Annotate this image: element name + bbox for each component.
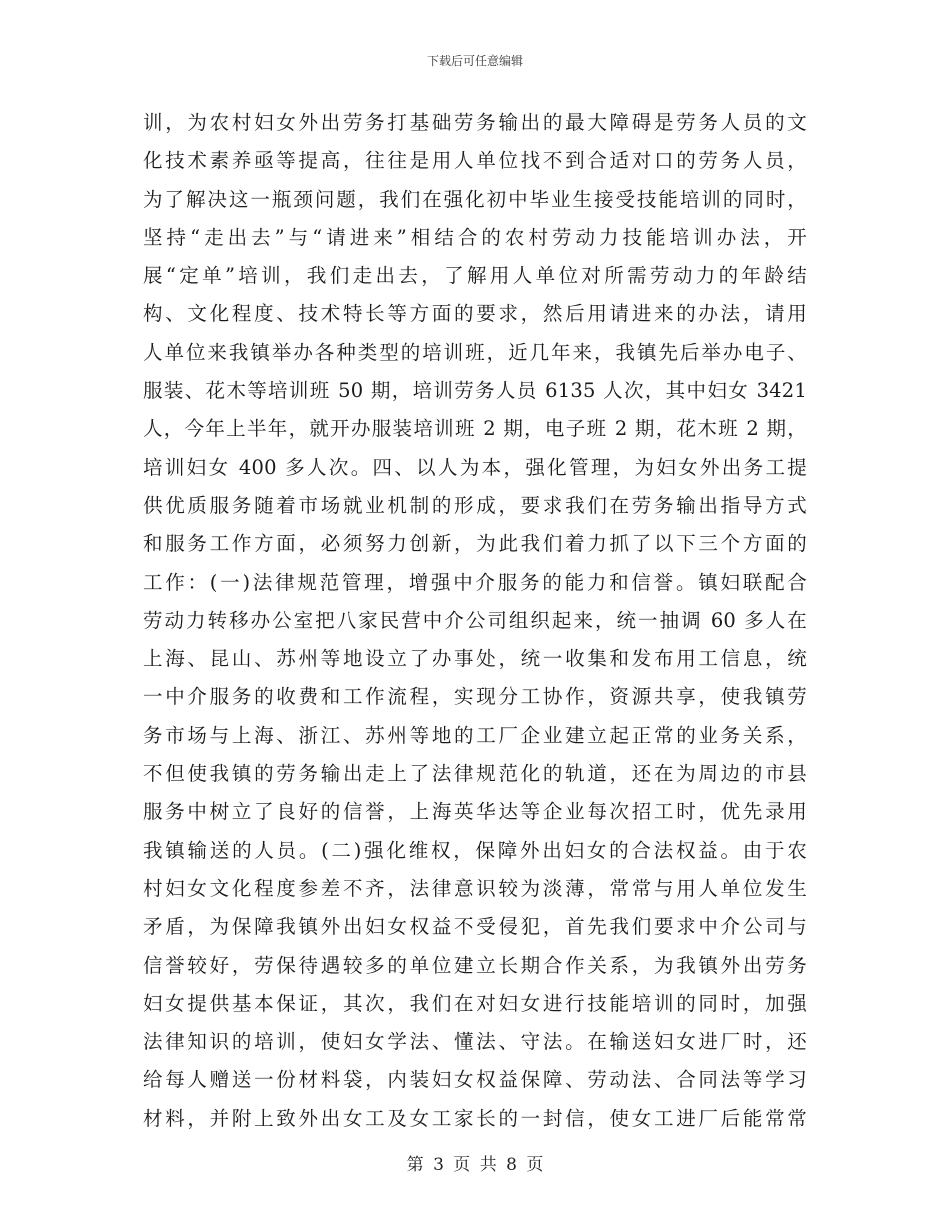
text-line: 展“定单”培训，我们走出去，了解用人单位对所需劳动力的年龄结 — [143, 264, 807, 288]
text-line: 化技术素养亟等提高，往往是用人单位找不到合适对口的劳务人员， — [143, 149, 807, 173]
text-line: 法律知识的培训，使妇女学法、懂法、守法。在输送妇女进厂时，还 — [143, 1030, 807, 1054]
text-line: 供优质服务随着市场就业机制的形成，要求我们在劳务输出指导方式 — [143, 493, 807, 517]
text-line: 训，为农村妇女外出劳务打基础劳务输出的最大障碍是劳务人员的文 — [143, 111, 807, 134]
text-line: 服装、花木等培训班 50 期，培训劳务人员 6135 人次，其中妇女 3421 — [143, 379, 807, 403]
text-line: 人，今年上半年，就开办服装培训班 2 期，电子班 2 期，花木班 2 期， — [143, 417, 807, 441]
text-line: 人单位来我镇举办各种类型的培训班，近几年来，我镇先后举办电子、 — [143, 340, 807, 364]
text-line: 一中介服务的收费和工作流程，实现分工协作，资源共享，使我镇劳 — [143, 685, 807, 709]
text-line: 材料，并附上致外出女工及女工家长的一封信，使女工进厂后能常常 — [143, 1106, 807, 1130]
text-line: 妇女提供基本保证，其次，我们在对妇女进行技能培训的同时，加强 — [143, 991, 807, 1015]
text-line: 信誉较好，劳保待遇较多的单位建立长期合作关系，为我镇外出劳务 — [143, 953, 807, 977]
text-line: 我镇输送的人员。(二)强化维权，保障外出妇女的合法权益。由于农 — [143, 838, 807, 862]
text-line: 村妇女文化程度参差不齐，法律意识较为淡薄，常常与用人单位发生 — [143, 876, 807, 900]
text-line: 给每人赠送一份材料袋，内装妇女权益保障、劳动法、合同法等学习 — [143, 1068, 807, 1092]
text-line: 上海、昆山、苏州等地设立了办事处，统一收集和发布用工信息，统 — [143, 647, 807, 671]
text-line: 构、文化程度、技术特长等方面的要求，然后用请进来的办法，请用 — [143, 302, 807, 326]
page-header-note: 下载后可任意编辑 — [426, 54, 523, 68]
text-line: 服务中树立了良好的信誉，上海英华达等企业每次招工时，优先录用 — [143, 800, 807, 824]
text-line: 工作：(一)法律规范管理，增强中介服务的能力和信誉。镇妇联配合 — [143, 570, 807, 594]
page-number-footer: 第 3 页 共 8 页 — [406, 1155, 544, 1175]
text-line: 和服务工作方面，必须努力创新，为此我们着力抓了以下三个方面的 — [143, 532, 807, 556]
text-line: 劳动力转移办公室把八家民营中介公司组织起来，统一抽调 60 多人在 — [143, 608, 807, 632]
text-line: 培训妇女 400 多人次。四、以人为本，强化管理，为妇女外出务工提 — [143, 455, 807, 479]
text-line: 不但使我镇的劳务输出走上了法律规范化的轨道，还在为周边的市县 — [143, 762, 807, 786]
text-line: 务市场与上海、浙江、苏州等地的工厂企业建立起正常的业务关系， — [143, 723, 807, 747]
text-line: 矛盾，为保障我镇外出妇女权益不受侵犯，首先我们要求中介公司与 — [143, 915, 807, 939]
body-text — [143, 104, 807, 1138]
text-line: 为了解决这一瓶颈问题，我们在强化初中毕业生接受技能培训的同时， — [143, 187, 807, 211]
text-line: 坚持“走出去”与“请进来”相结合的农村劳动力技能培训办法，开 — [143, 225, 807, 249]
